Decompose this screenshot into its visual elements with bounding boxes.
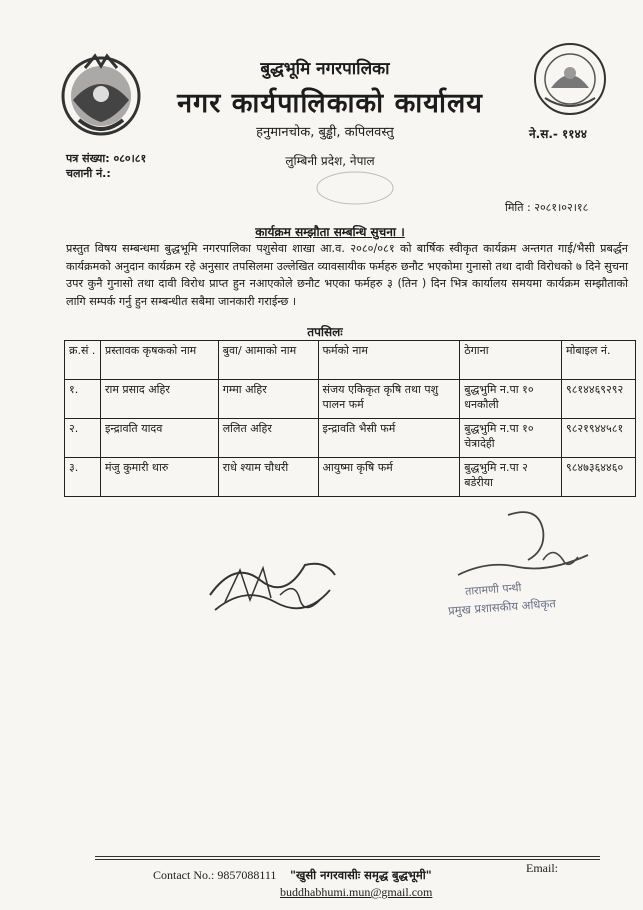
municipality-name: बुद्धभूमि नगरपालिका: [260, 59, 390, 79]
table-header-row: [65, 341, 636, 380]
office-address: हनुमानचोक, बुड्ढी, कपिलवस्तु: [256, 125, 394, 140]
table-row: [65, 419, 636, 458]
dispatch-number: चलानी नं.:: [66, 167, 111, 180]
faint-stamp-icon: [310, 168, 400, 208]
cell-parent-name: ललित अहिर: [218, 419, 318, 458]
farmer-table: [64, 340, 636, 497]
footer-divider: [95, 856, 600, 857]
cell-address: बुद्धभुमि न.पा २ बडेरीया: [460, 458, 562, 497]
header-serial: क्र.सं .: [65, 341, 101, 380]
left-signature-icon: [205, 540, 345, 630]
cell-parent-name: राधे श्याम चौधरी: [218, 458, 318, 497]
cell-farmer-name: इन्द्रावति यादव: [100, 419, 218, 458]
header-firm-name: फर्मको नाम: [318, 341, 460, 380]
province-name: लुम्बिनी प्रदेश, नेपाल: [285, 154, 375, 168]
office-title: नगर कार्यपालिकाको कार्यालय: [177, 88, 483, 119]
header-farmer-name: प्रस्तावक कृषकको नाम: [100, 341, 218, 380]
email-label: Email:: [526, 861, 558, 875]
cell-serial: २.: [65, 419, 101, 458]
notice-date: मिति : २०८१।०२।१८: [505, 201, 589, 214]
notice-body: प्रस्तुत विषय सम्बन्धमा बुद्धभूमि नगरपालिका पशुसेवा शाखा आ.व. २०८०/०८१ को बार्षिक स्वीकृत कार्यक्रम अन्तगत गाई/भैसी प्रबर्द्धन कार्यक्रमको अनुदान कार्यक्रम रहे अनुसार तपसिलमा उल्लेखित व्यावसायीक फर्महरु छनौट भएकोमा गुनासो तथा दावी विरोधको ७ दिने सुचना उपर कुनै गुनासो तथा दावी विरोध प्राप्त हुन नआएकोले छनौट भएका फर्महरु ३ (तिन ) दिन भित्र कार्यालय समयमा कार्यक्रम सम्झौताको लागि सम्पर्क गर्नु हुन सम्बन्धीत सबैमा जानकारी गराईन्छ ।: [66, 242, 628, 308]
contact-number: Contact No.: 9857088111: [153, 868, 277, 882]
table-row: [65, 380, 636, 419]
email-link[interactable]: buddhabhumi.mun@gmail.com: [280, 885, 433, 899]
notice-subject: कार्यक्रम सम्झौता सम्बन्धि सुचना ।: [255, 225, 405, 239]
cell-farmer-name: मंजु कुमारी थारु: [100, 458, 218, 497]
header-address: ठेगाना: [460, 341, 562, 380]
cell-address: बुद्धभुमि न.पा १० धनकौली: [460, 380, 562, 419]
officer-name: तारामणी पन्थी: [464, 581, 522, 598]
cell-firm-name: आयुष्मा कृषि फर्म: [318, 458, 460, 497]
cell-serial: ३.: [65, 458, 101, 497]
cell-firm-name: संजय एकिकृत कृषि तथा पशु पालन फर्म: [318, 380, 460, 419]
letter-number: पत्र संख्या: ०८०।८१: [66, 152, 147, 165]
cell-address: बुद्धभुमि न.पा १० चेत्रादेही: [460, 419, 562, 458]
reference-number: ने.स.- ११४४: [529, 127, 588, 141]
cell-mobile: ९८४७३६४४६०: [561, 458, 635, 497]
header-mobile: मोबाइल नं.: [561, 341, 635, 380]
header-parent-name: बुवा/ आमाको नाम: [218, 341, 318, 380]
cell-serial: १.: [65, 380, 101, 419]
municipality-logo-icon: [531, 40, 609, 118]
cell-mobile: ९८२१९४४५८१: [561, 419, 635, 458]
footer-slogan: "खुसी नगरवासीः समृद्ध बुद्धभूमी": [290, 868, 432, 882]
cell-mobile: ९८१४४६९२९२: [561, 380, 635, 419]
table-row: [65, 458, 636, 497]
cell-parent-name: गम्मा अहिर: [218, 380, 318, 419]
officer-signature-icon: [448, 505, 598, 595]
cell-farmer-name: राम प्रसाद अहिर: [100, 380, 218, 419]
cell-firm-name: इन्द्रावति भैसी फर्म: [318, 419, 460, 458]
officer-title: प्रमुख प्रशासकीय अधिकृत: [447, 596, 557, 618]
footer-divider: [95, 859, 600, 860]
details-title: तपसिलः: [307, 325, 343, 339]
